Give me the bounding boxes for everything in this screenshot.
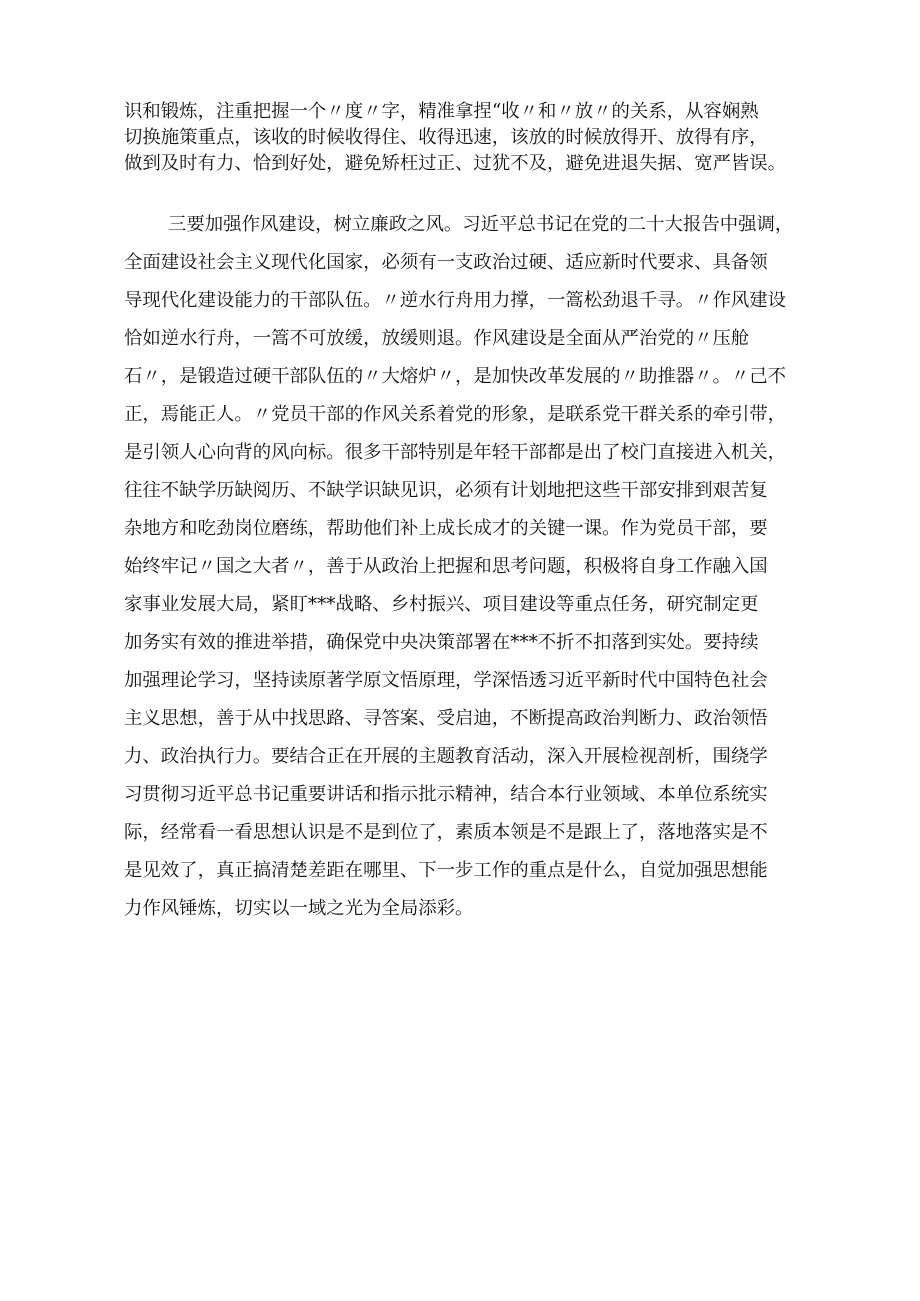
paragraph-line: 石〃，是锻造过硬干部队伍的〃大熔炉〃，是加快改革发展的〃助推器〃。〃己不	[124, 366, 787, 387]
paragraph-line: 主义思想，善于从中找思路、寻答案、受启迪，不断提高政治判断力、政治领悟	[124, 708, 768, 729]
paragraph-line: 习贯彻习近平总书记重要讲话和指示批示精神，结合本行业领域、本单位系统实	[124, 784, 768, 805]
paragraph-line: 三要加强作风建设，树立廉政之风。习近平总书记在党的二十大报告中强调，	[168, 214, 794, 235]
paragraph-line: 际，经常看一看思想认识是不是到位了，素质本领是不是跟上了，落地落实是不	[124, 822, 768, 843]
paragraph-line: 是见效了，真正搞清楚差距在哪里、下一步工作的重点是什么，自觉加强思想能	[124, 860, 768, 881]
paragraph-line: 加务实有效的推进举措，确保党中央决策部署在***不折不扣落到实处。要持续	[124, 632, 759, 653]
paragraph-line: 家事业发展大局，紧盯***战略、乡村振兴、项目建设等重点任务，研究制定更	[124, 594, 759, 615]
paragraph-line: 往往不缺学历缺阅历、不缺学识缺见识，必须有计划地把这些干部安排到艰苦复	[124, 480, 768, 501]
paragraph-line: 切换施策重点，该收的时候收得住、收得迅速，该放的时候放得开、放得有序，	[124, 127, 768, 148]
paragraph-line: 导现代化建设能力的干部队伍。〃逆水行舟用力撑，一篙松劲退千寻。〃作风建设	[124, 290, 787, 311]
paragraph-line: 杂地方和吃劲岗位磨练，帮助他们补上成长成才的关键一课。作为党员干部，要	[124, 518, 768, 539]
paragraph-line: 做到及时有力、恰到好处，避免矫枉过正、过犹不及，避免进退失据、宽严皆误。	[124, 153, 787, 174]
paragraph-line: 加强理论学习，坚持读原著学原文悟原理，学深悟透习近平新时代中国特色社会	[124, 670, 768, 691]
paragraph-line: 恰如逆水行舟，一篙不可放缓，放缓则退。作风建设是全面从严治党的〃压舱	[124, 328, 750, 349]
paragraph-line: 力、政治执行力。要结合正在开展的主题教育活动，深入开展检视剖析，围绕学	[124, 746, 768, 767]
paragraph-line: 正，焉能正人。〃党员干部的作风关系着党的形象，是联系党干群关系的牵引带，	[124, 404, 787, 425]
paragraph-line: 始终牢记〃国之大者〃，善于从政治上把握和思考问题，积极将自身工作融入国	[124, 556, 768, 577]
paragraph-line: 全面建设社会主义现代化国家，必须有一支政治过硬、适应新时代要求、具备领	[124, 252, 768, 273]
paragraph-line: 识和锻炼，注重把握一个〃度〃字，精准拿捏“收〃和〃放〃的关系，从容娴熟	[124, 101, 759, 122]
paragraph-line: 力作风锤炼，切实以一域之光为全局添彩。	[124, 898, 474, 919]
paragraph-line: 是引领人心向背的风向标。很多干部特别是年轻干部都是出了校门直接进入机关，	[124, 442, 787, 463]
